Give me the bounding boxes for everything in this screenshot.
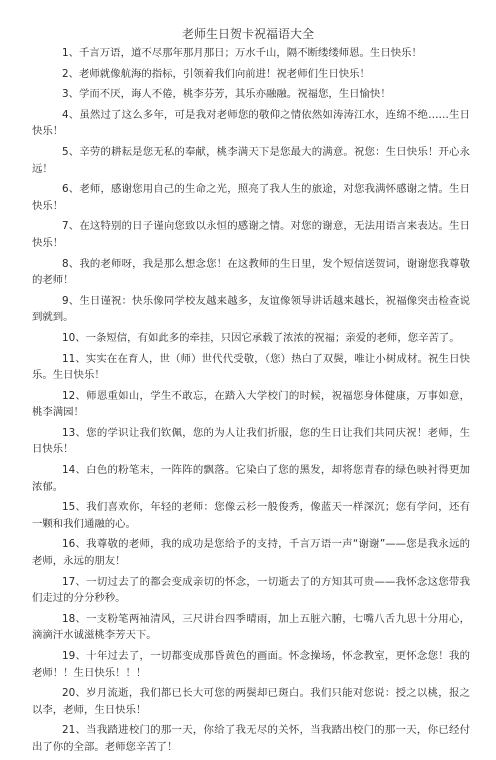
list-item: 6、老师，感谢您用自己的生命之光，照亮了我人生的旅途，对您我满怀感谢之情。生日快乐！ xyxy=(32,183,470,212)
list-item: 12、师恩重如山，学生不敢忘，在踏入大学校门的时候，祝福您身体健康，万事如意，桃李满园！ xyxy=(32,389,470,419)
list-item: 18、一支粉笔两袖清风，三尺讲台四季晴雨，加上五脏六腑，七嘴八舌九思十分用心，滴滴汗水诚滋桃李芳天下。 xyxy=(32,612,470,642)
list-item: 14、白色的粉笔末，一阵阵的飘落。它染白了您的黑发，却将您青春的绿色映衬得更加浓郁。 xyxy=(32,464,470,493)
list-item: 3、学而不厌，诲人不倦，桃李芬芳，其乐亦融融。祝福您，生日愉快！ xyxy=(62,88,391,101)
list-item: 13、您的学识让我们钦佩，您的为人让我们折服，您的生日让我们共同庆祝！老师，生日快乐！ xyxy=(32,426,470,456)
blessing-list xyxy=(32,45,470,760)
list-item: 4、虽然过了这么多年，可是我对老师您的敬仰之情依然如涛涛江水，连绵不绝……生日快乐！ xyxy=(32,108,470,138)
list-item: 21、当我踏进校门的那一天，你给了我无尽的关怀，当我踏出校门的那一天，你已经付出了你的全部。老师您辛苦了！ xyxy=(32,724,470,753)
list-item: 7、在这特别的日子谨向您致以永恒的感谢之情。对您的谢意，无法用语言来表达。生日快乐！ xyxy=(32,220,470,249)
list-item: 10、一条短信，有如此多的牵挂，只因它承载了浓浓的祝福；亲爱的老师，您辛苦了。 xyxy=(62,331,460,344)
list-item: 9、生日谨祝：快乐像同学校友越来越多，友谊像领导讲话越来越长，祝福像突击检查说到就到。 xyxy=(32,294,470,324)
list-item: 11、实实在在育人，世（师）世代代受敬，（您）热白了双鬓，唯让小树成材。祝生日快乐。生日快乐！ xyxy=(32,352,470,382)
list-item: 16、我尊敬的老师，我的成功是您给予的支持，千言万语一声“谢谢”——您是我永远的老师，永远的朋友！ xyxy=(32,538,470,568)
list-item: 20、岁月流逝，我们都已长大可您的两鬓却已斑白。我们只能对您说：授之以桃，报之以李，老师，生日快乐！ xyxy=(32,687,470,716)
list-item: 5、辛劳的耕耘是您无私的奉献，桃李满天下是您最大的满意。祝您：生日快乐！开心永远！ xyxy=(32,145,470,175)
list-item: 2、老师就像航海的指标，引领着我们向前进！祝老师们生日快乐！ xyxy=(62,67,370,80)
list-item: 8、我的老师呀，我是那么想念您！在这教师的生日里，发个短信送贺词，谢谢您我尊敬的老师！ xyxy=(32,257,470,287)
article-title: 老师生日贺卡祝福语大全 xyxy=(181,27,314,41)
list-item: 15、我们喜欢你，年轻的老师：您像云杉一般俊秀，像蓝天一样深沉；您有学问，还有一颗和我们通融的心。 xyxy=(32,501,470,530)
list-item: 17、一切过去了的都会变成亲切的怀念，一切逝去了的方知其可贵——我怀念这您带我们走过的分分秒秒。 xyxy=(32,575,470,605)
list-item: 19、十年过去了，一切都变成那昏黄色的画面。怀念操场，怀念教室，更怀念您！我的老师！！生日快乐！！！ xyxy=(32,650,470,679)
list-item: 1、千言万语，道不尽那年那月那日；万水千山，隔不断缕缕师恩。生日快乐！ xyxy=(62,47,422,59)
